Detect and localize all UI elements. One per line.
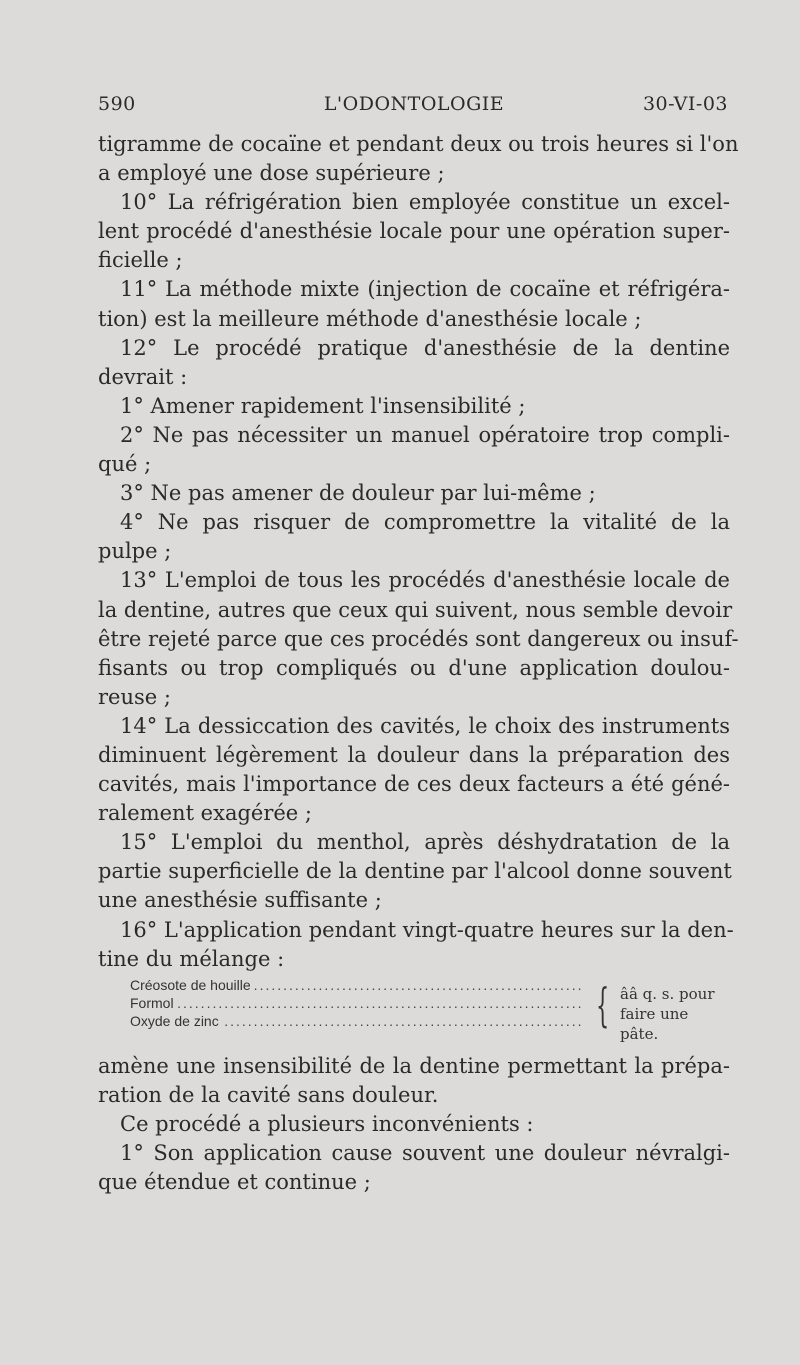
text-line: 1° Son application cause souvent une douleur névralgi- [120,1141,730,1165]
formula-note-line: ââ q. s. pour [620,984,715,1003]
text-line: 13° L'emploi de tous les procédés d'anesthésie locale de [120,568,730,593]
text-line: être rejeté parce que ces procédés sont dangereux ou insuf- [98,626,739,651]
text-line: 3° Ne pas amener de douleur par lui-même ; [120,481,596,506]
text-line: pulpe ; [98,539,172,564]
text-line: reuse ; [98,684,171,709]
text-line: 12° Le procédé pratique d'anesthésie de la dentine [120,335,730,360]
text-line: 1° Amener rapidement l'insensibilité ; [120,393,526,418]
running-header [98,93,730,123]
text-line: partie superficielle de la dentine par l'alcool donne souvent [98,859,732,884]
formula-note [620,984,730,1044]
text-line: a employé une dose supérieure ; [98,161,445,186]
text-line: Ce procédé a plusieurs inconvénients : [120,1111,534,1136]
formula-block [98,976,730,1052]
text-line: ralement exagérée ; [98,801,312,826]
formula-ingredient: Créosote de houille ..... [130,976,584,994]
text-line: fisants ou trop compliqués ou d'une application doulou- [98,655,730,680]
text-line: 11° La méthode mixte (injection de cocaïne et réfrigéra- [120,277,730,302]
text-line: 4° Ne pas risquer de compromettre la vitalité de la [120,510,730,535]
running-title: L'ODONTOLOGIE [323,93,505,115]
text-line: qué ; [98,452,152,477]
formula-ingredient: Oxyde de zinc ..... [130,1012,584,1030]
text-line: 15° L'emploi du menthol, après déshydratation de la [120,830,730,855]
formula-ingredient: Formol ..... [130,994,584,1012]
curly-brace-icon: { [596,977,610,1032]
text-line: que étendue et continue ; [98,1170,371,1195]
text-line: 2° Ne pas nécessiter un manuel opératoire trop compli- [120,422,730,447]
text-line: amène une insensibilité de la dentine permettant la prépa- [98,1053,730,1078]
text-line: lent procédé d'anesthésie locale pour une opération super- [98,219,730,244]
text-line: tion) est la meilleure méthode d'anesthésie locale ; [98,306,642,331]
body-text [98,130,739,1197]
text-line: la dentine, autres que ceux qui suivent, nous semble devoir [98,597,733,622]
page-number: 590 [98,93,136,115]
text-line: ficielle ; [98,248,183,273]
text-line: tigramme de cocaïne et pendant deux ou trois heures si l'on [98,132,739,156]
text-line: ration de la cavité sans douleur. [98,1082,439,1107]
text-line: une anesthésie suffisante ; [98,888,382,913]
issue-date: 30-VI-03 [642,93,728,115]
text-line: cavités, mais l'importance de ces deux facteurs a été géné- [98,772,730,797]
text-line: diminuent légèrement la douleur dans la préparation des [98,742,730,767]
text-line: 16° L'application pendant vingt-quatre heures sur la den- [120,917,734,942]
text-line: 14° La dessiccation des cavités, le choix des instruments [120,713,730,738]
text-line: devrait : [98,364,188,389]
text-line: tine du mélange : [98,946,285,971]
text-line: 10° La réfrigération bien employée constitue un excel- [120,190,730,215]
formula-note-line: faire une pâte. [620,1004,689,1043]
